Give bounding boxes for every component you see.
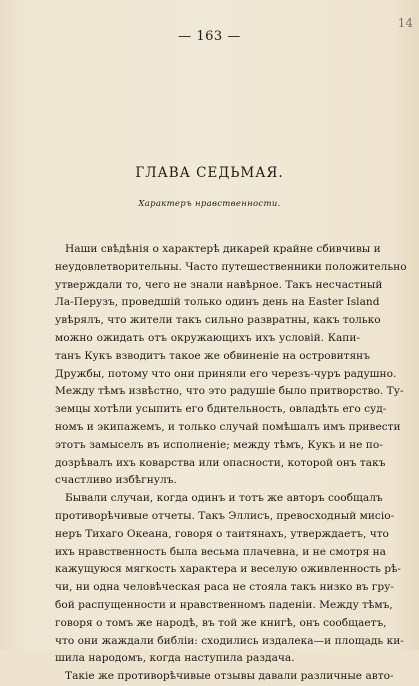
text-line: шила народомъ, когда наступила раздача.: [55, 652, 295, 665]
text-line: говоря о томъ же народѣ, въ той же книгѣ, онъ сообщаетъ,: [55, 616, 387, 629]
text-line: неудовлетворительны. Часто путешественники положительно: [55, 260, 407, 273]
text-line: Такіе же противорѣчивые отзывы давали различные авто-: [65, 670, 394, 683]
text-line: земцы хотѣли усыпить его бдительность, овладѣть его суд-: [55, 403, 387, 416]
text-line: Между тѣмъ извѣстно, что это радушіе было притворство. Ту-: [55, 385, 404, 398]
text-line: Бывали случаи, когда одинъ и тотъ же авторъ сообщалъ: [65, 492, 383, 505]
corner-mark: 14: [397, 16, 413, 30]
text-line: неръ Тихаго Океана, говоря о таитянахъ, утверждаетъ, что: [55, 527, 389, 540]
text-line: можно ожидать отъ окружающихъ ихъ условій. Капи-: [55, 331, 360, 344]
text-line: ихъ нравственность была весьма плачевна, и не смотря на: [55, 545, 387, 558]
text-line: номъ и экипажемъ, и только случай помѣшалъ имъ привести: [55, 420, 401, 433]
text-line: противорѣчивые отчеты. Такъ Эллисъ, превосходный мисіо-: [55, 509, 395, 522]
text-line: кажущуюся мягкость характера и веселую оживленность рѣ-: [55, 563, 401, 576]
text-line: увѣрялъ, что жители такъ сильно развратны, какъ только: [55, 314, 381, 327]
text-line: счастливо избѣгнулъ.: [55, 474, 177, 487]
body-text: [55, 241, 407, 686]
text-line: бой распущенности и нравственномъ паденіи. Между тѣмъ,: [55, 598, 393, 611]
page-number: — 163 —: [178, 29, 241, 44]
text-line: Ла-Перузъ, проведшій только одинъ день на Easter Island: [55, 296, 380, 309]
text-line: что они жаждали библіи: сходились издалека—и площадь ки-: [55, 634, 404, 647]
text-line: танъ Кукъ взводитъ такое же обвиненіе на островитянъ: [55, 349, 370, 362]
text-line: Дружбы, потому что они приняли его черезъ-чуръ радушно.: [55, 367, 397, 380]
chapter-title: ГЛАВА СЕДЬМАЯ.: [135, 165, 284, 181]
chapter-subtitle: Характеръ нравственности.: [138, 199, 281, 209]
text-line: чи, ни одна человѣческая раса не стояла такъ низко въ гру-: [55, 581, 394, 594]
text-line: утверждали то, чего не знали навѣрное. Такъ несчастный: [55, 278, 383, 291]
text-line: Наши свѣдѣнія о характерѣ дикарей крайне сбивчивы и: [65, 243, 381, 255]
text-line: этотъ замыселъ въ исполненіе; между тѣмъ, Кукъ и не по-: [55, 438, 383, 451]
text-line: дозрѣвалъ ихъ коварства или опасности, которой онъ такъ: [55, 456, 386, 469]
